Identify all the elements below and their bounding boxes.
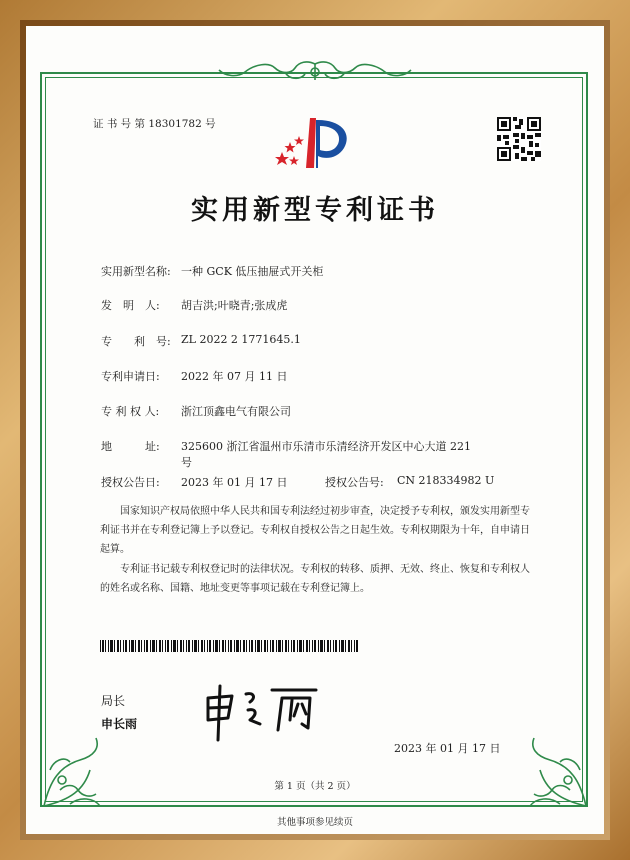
qr-code-icon <box>497 117 541 161</box>
legal-status-paragraph: 专利证书记载专利权登记时的法律状况。专利权的转移、质押、无效、终止、恢复和专利权人的姓名或名称、国籍、地址变更等事项记载在专利登记簿上。 <box>100 564 530 594</box>
inventor-label: 发 明 人: <box>101 299 160 312</box>
grant-date-label: 授权公告日: <box>101 476 160 489</box>
page-indicator: 第 1 页（共 2 页） <box>274 781 356 792</box>
filing-date-value: 2022 年 07 月 11 日 <box>181 370 288 383</box>
top-ornament-icon <box>215 58 415 88</box>
grant-date-value: 2023 年 01 月 17 日 <box>181 476 288 489</box>
address-label: 地 址: <box>101 440 160 453</box>
signatory-name: 申长雨 <box>101 717 138 731</box>
certificate-title: 实用新型专利证书 <box>191 195 439 226</box>
bottom-right-ornament-icon <box>500 720 590 810</box>
utility-model-name-label: 实用新型名称: <box>101 265 171 278</box>
signature-icon <box>198 680 328 742</box>
address-value-line1: 325600 浙江省温州市乐清市乐清经济开发区中心大道 221 <box>181 440 471 453</box>
certificate-number: 证 书 号 第 18301782 号 <box>93 118 216 130</box>
bottom-left-ornament-icon <box>40 720 130 810</box>
patent-number-value: ZL 2022 2 1771645.1 <box>181 333 301 346</box>
barcode-icon <box>100 640 358 652</box>
issue-date: 2023 年 01 月 17 日 <box>394 742 501 755</box>
grant-number-value: CN 218334982 U <box>397 474 495 487</box>
patent-office-logo-icon <box>272 112 358 174</box>
grant-statement-paragraph: 国家知识产权局依照中华人民共和国专利法经过初步审查，决定授予专利权，颁发实用新型专利证书并在专利登记簿上予以登记。专利权自授权公告之日起生效。专利权期限为十年，自申请日起算。 <box>100 506 530 555</box>
filing-date-label: 专利申请日: <box>101 370 160 383</box>
inventor-value: 胡吉洪;叶晓青;张成虎 <box>181 299 288 312</box>
address-value-line2: 号 <box>181 456 192 469</box>
footer-note: 其他事项参见续页 <box>276 817 353 828</box>
signatory-title: 局长 <box>101 694 126 708</box>
grant-number-label: 授权公告号: <box>325 476 384 489</box>
utility-model-name-value: 一种 GCK 低压抽屉式开关柜 <box>181 265 324 278</box>
patentee-value: 浙江顶鑫电气有限公司 <box>181 405 291 418</box>
patentee-label: 专 利 权 人: <box>101 405 160 418</box>
patent-number-label: 专 利 号: <box>101 335 171 348</box>
